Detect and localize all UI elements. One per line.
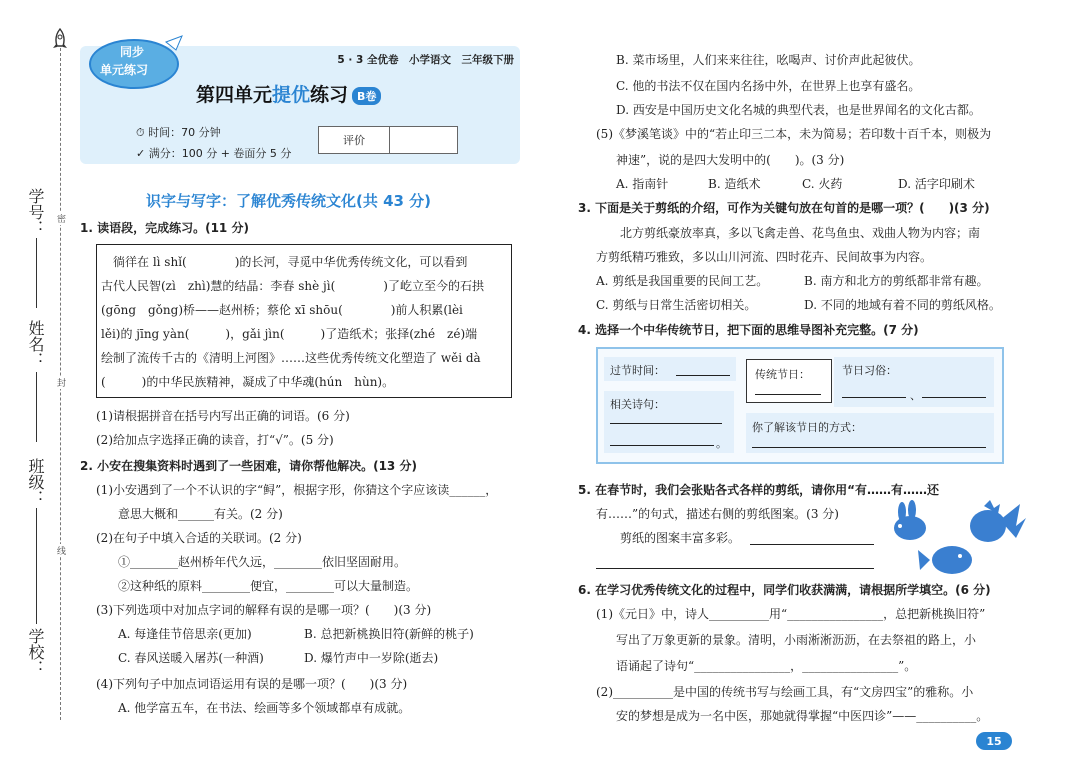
option-a: A. 剪纸是我国重要的民间工艺。	[596, 274, 769, 288]
question-6-1-cont: 写出了万象更新的景象。清明，小雨淅淅沥沥，在去祭祖的路上，小	[616, 633, 977, 647]
number-field[interactable]	[36, 238, 37, 308]
question-2-5: (5)《梦溪笔谈》中的“若止印三二本，未为简易；若印数十百千本，则极为	[596, 127, 992, 141]
passage-line: 绘制了流传千古的《清明上河图》……这些优秀传统文化塑造了 wěi dà	[101, 351, 481, 365]
class-label: 班级：	[26, 458, 45, 506]
page-number: 15	[976, 732, 1012, 750]
school-field[interactable]	[36, 576, 37, 624]
question-5-cont: 有……”的句式，描述右侧的剪纸图案。(3 分)	[596, 507, 839, 521]
answer-line[interactable]	[596, 568, 874, 569]
question-2-2-a: ①________赵州桥年代久远，________依旧坚固耐用。	[118, 555, 407, 569]
passage-line: ( )的中华民族精神，凝成了中华魂(hún hùn)。	[101, 375, 395, 389]
time-info: ⏱ 时间：70 分钟	[136, 126, 221, 139]
clock-icon: ⏱	[136, 126, 149, 139]
evaluation-field[interactable]	[390, 127, 457, 153]
question-2-2: (2)在句子中填入合适的关联词。(2 分)	[96, 531, 302, 545]
logo-line1: 同步	[120, 45, 145, 59]
question-2-1: (1)小安遇到了一个不认识的字“鲟”，根据字形，你猜这个字应该读______，	[96, 483, 498, 497]
seal-mark-feng: 封	[55, 378, 65, 387]
option-a: A. 他学富五车，在书法、绘画等多个领域都卓有成就。	[118, 701, 411, 715]
mind-festival-box: 传统节日：	[746, 359, 832, 403]
passage-box	[96, 244, 512, 398]
mind-custom-box: 节日习俗： 、	[834, 357, 994, 407]
name-label: 姓名：	[26, 320, 45, 368]
evaluation-label: 评价	[319, 127, 390, 153]
seal-mark-xian: 线	[55, 546, 65, 555]
series-label: 5 · 3 全优卷 小学语文 三年级下册	[337, 54, 514, 66]
binding-margin	[0, 0, 72, 763]
option-a: A. 指南针	[616, 177, 669, 191]
mind-map	[596, 347, 1004, 464]
question-6: 6. 在学习优秀传统文化的过程中，同学们收获满满，请根据所学填空。(6 分)	[578, 583, 991, 597]
question-3: 3. 下面是关于剪纸的介绍，可作为关键句放在句首的是哪一项？( )(3 分)	[578, 201, 990, 215]
paper-cut-rooster-icon	[970, 500, 1026, 542]
evaluation-box	[318, 126, 458, 154]
option-d: D. 西安是中国历史文化名城的典型代表，也是世界闻名的文化古都。	[616, 103, 981, 117]
option-d: D. 不同的地域有着不同的剪纸风格。	[804, 298, 1001, 312]
question-2-3: (3)下列选项中对加点字词的解释有误的是哪一项？( )(3 分)	[96, 603, 432, 617]
question-6-1: (1)《元日》中，诗人__________用“________________，总把新桃换旧符”	[596, 607, 986, 621]
mind-way-box: 你了解该节日的方式：	[746, 413, 994, 453]
question-2-1-cont: 意思大概和______有关。(2 分)	[118, 507, 283, 521]
passage-line: 古代人民智(zì zhì)慧的结晶：李春 shè jì( )了屹立至今的石拱	[101, 279, 484, 293]
passage-line: 徜徉在 lì shǐ( )的长河，寻觅中华优秀传统文化，可以看到	[101, 255, 468, 269]
option-d: D. 活字印刷术	[898, 177, 975, 191]
question-6-2: (2)__________是中国的传统书写与绘画工具，有“文房四宝”的雅称。小	[596, 685, 974, 699]
option-d: D. 爆竹声中一岁除(逝去)	[304, 651, 439, 665]
question-2-4: (4)下列句子中加点词语运用有误的是哪一项？( )(3 分)	[96, 677, 408, 691]
option-c: C. 他的书法不仅在国内名扬中外，在世界上也享有盛名。	[616, 79, 921, 93]
passage-line: lěi)的 jīng yàn( )，gǎi jìn( )了造纸术；张择(zhé zé)端	[101, 327, 478, 341]
mind-time-box: 过节时间：	[604, 357, 736, 381]
option-c: C. 春风送暖入屠苏(一种酒)	[118, 651, 264, 665]
option-a: A. 每逢佳节倍思亲(更加)	[118, 627, 252, 641]
paper-cut-fish-icon	[918, 546, 972, 574]
logo-line2: 单元练习	[100, 63, 149, 77]
score-info: ✓ 满分：100 分 + 卷面分 5 分	[136, 147, 292, 160]
option-c: C. 火药	[802, 177, 843, 191]
option-b: B. 菜市场里，人们来来往往，吆喝声、讨价声此起彼伏。	[616, 53, 921, 67]
unit-practice-logo	[86, 34, 186, 92]
section-title: 识字与写字：了解优秀传统文化(共 43 分)	[146, 192, 432, 210]
paper-cut-images	[888, 500, 1028, 580]
question-2-5-cont: 神速”，说的是四大发明中的( )。(3 分)	[616, 153, 845, 167]
school-label: 学校：	[26, 628, 45, 676]
option-c: C. 剪纸与日常生活密切相关。	[596, 298, 757, 312]
option-b: B. 造纸术	[708, 177, 761, 191]
name-field[interactable]	[36, 372, 37, 442]
mind-poem-box: 相关诗句： 。	[604, 391, 734, 453]
option-b: B. 南方和北方的剪纸都非常有趣。	[804, 274, 989, 288]
check-circle-icon: ✓	[136, 147, 149, 160]
question-5: 5. 在春节时，我们会张贴各式各样的剪纸，请你用“有……有……还	[578, 483, 939, 497]
question-6-1-cont: 语诵起了诗句“________________，________________”。	[616, 659, 917, 673]
jianzhi-text: 北方剪纸豪放率真，多以飞禽走兽、花鸟鱼虫、戏曲人物为内容；南	[620, 226, 981, 240]
jianzhi-text: 方剪纸精巧雅致，多以山川河流、四时花卉、民间故事为内容。	[596, 250, 933, 264]
question-6-2-cont: 安的梦想是成为一名中医，那她就得掌握“中医四诊”——__________。	[616, 709, 989, 723]
question-2: 2. 小安在搜集资料时遇到了一些困难，请你帮他解决。(13 分)	[80, 459, 417, 473]
option-b: B. 总把新桃换旧符(新鲜的桃子)	[304, 627, 474, 641]
question-4: 4. 选择一个中华传统节日，把下面的思维导图补充完整。(7 分)	[578, 323, 919, 337]
version-badge: B卷	[352, 87, 381, 105]
question-1-2: (2)给加点字选择正确的读音，打“√”。(5 分)	[96, 433, 334, 447]
question-1: 1. 读语段，完成练习。(11 分)	[80, 221, 249, 235]
passage-line: (gōng gǒng)桥——赵州桥；蔡伦 xī shōu( )前人积累(lèi	[101, 303, 463, 317]
seal-mark-mi: 密	[55, 214, 65, 223]
question-1-1: (1)请根据拼音在括号内写出正确的词语。(6 分)	[96, 409, 350, 423]
question-2-2-b: ②这种纸的原料________便宜，________可以大量制造。	[118, 579, 419, 593]
question-5-prompt: 剪纸的图案丰富多彩。	[620, 531, 741, 545]
answer-line[interactable]	[750, 544, 874, 545]
page-title: 第四单元提优练习 B卷	[196, 80, 381, 107]
number-label: 学号：	[26, 188, 45, 236]
paper-cut-rabbit-icon	[894, 500, 926, 540]
